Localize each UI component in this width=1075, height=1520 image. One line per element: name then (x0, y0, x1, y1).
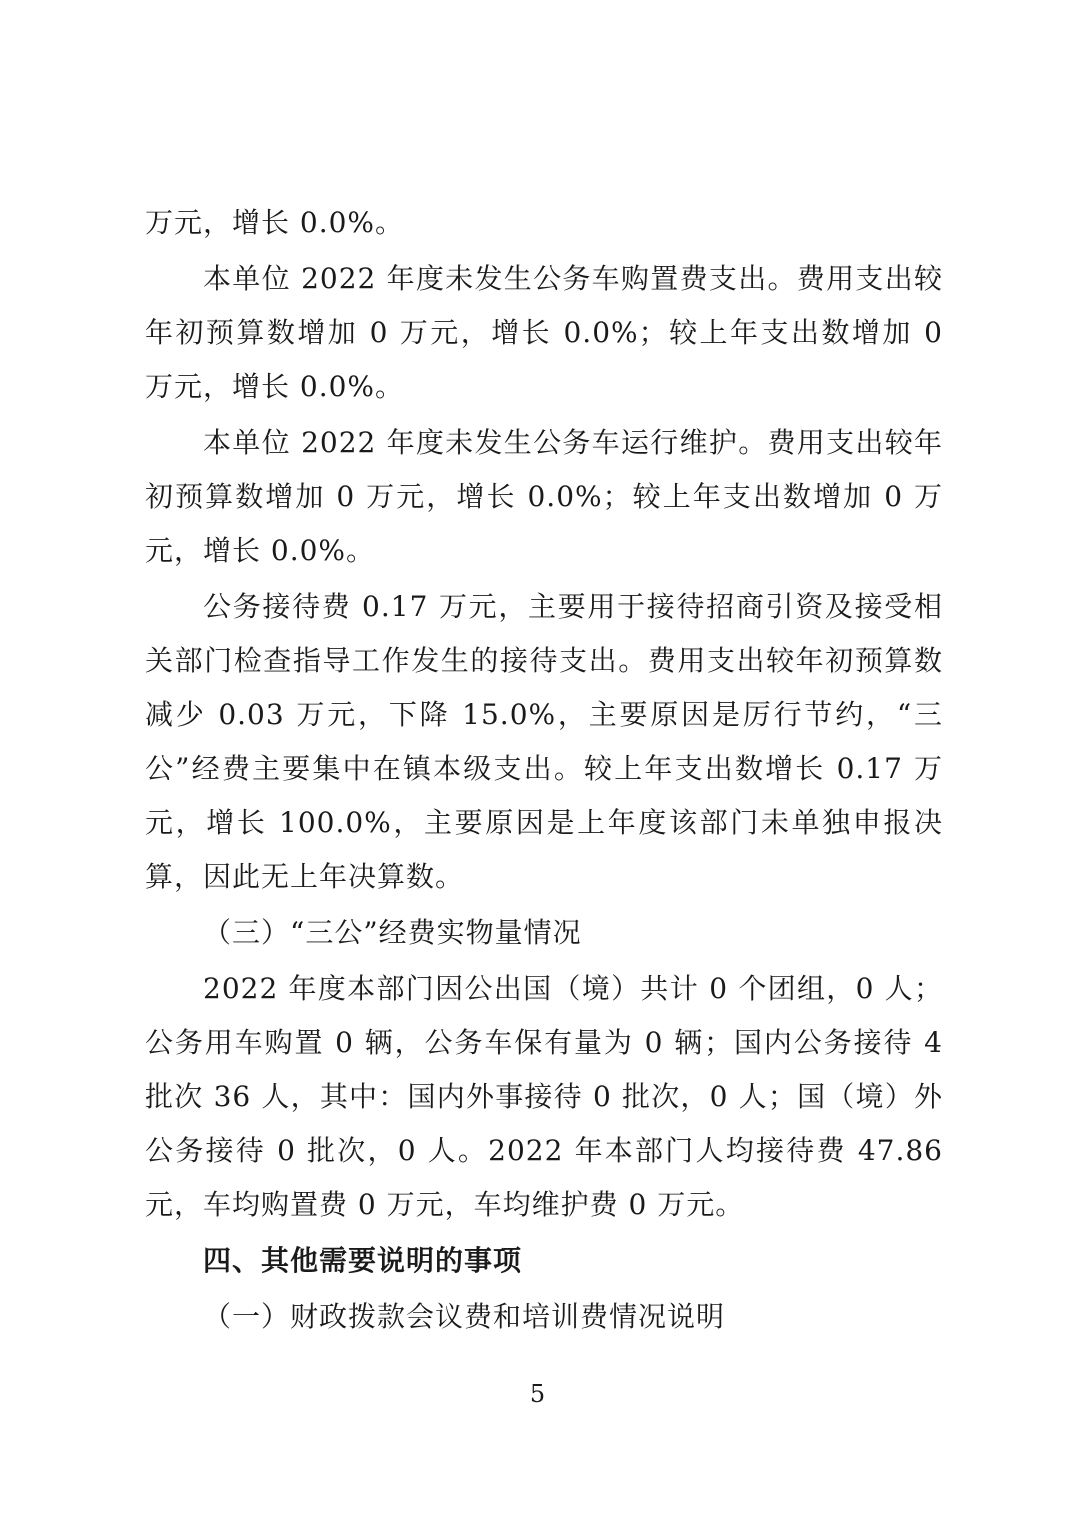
paragraph-reception-fees: 公务接待费 0.17 万元，主要用于接待招商引资及接受相关部门检查指导工作发生的接待支出。费用支出较年初预算数减少 0.03 万元，下降 15.0%，主要原因是厉行节约，“三公”经费主要集中在镇本级支出。较上年支出数增长 0.17 万元，增长 100.0%，主要原因是上年度该部门未单独申报决算，因此无上年决算数。 (145, 590, 943, 893)
body-text (145, 196, 943, 1346)
section-heading-other-matters: 四、其他需要说明的事项 (203, 1244, 523, 1277)
paragraph-continuation: 万元，增长 0.0%。 (145, 206, 405, 239)
page-number: 5 (529, 1380, 546, 1408)
paragraph-quantities: 2022 年度本部门因公出国（境）共计 0 个团组，0 人；公务用车购置 0 辆，公务车保有量为 0 辆；国内公务接待 4 批次 36 人，其中：国内外事接待 0 批次，0 人；国（境）外公务接待 0 批次，0 人。2022 年本部门人均接待费 47.86 元，车均购置费 0 万元，车均维护费 0 万元。 (145, 972, 943, 1221)
paragraph-vehicle-maintenance: 本单位 2022 年度未发生公务车运行维护。费用支出较年初预算数增加 0 万元，增长 0.0%；较上年支出数增加 0 万元，增长 0.0%。 (145, 426, 943, 567)
paragraph-vehicle-purchase: 本单位 2022 年度未发生公务车购置费支出。费用支出较年初预算数增加 0 万元，增长 0.0%；较上年支出数增加 0 万元，增长 0.0%。 (145, 262, 943, 403)
subheading-three-public-quantities: （三）“三公”经费实物量情况 (203, 916, 582, 949)
subheading-meeting-training-fees: （一）财政拨款会议费和培训费情况说明 (203, 1300, 726, 1333)
